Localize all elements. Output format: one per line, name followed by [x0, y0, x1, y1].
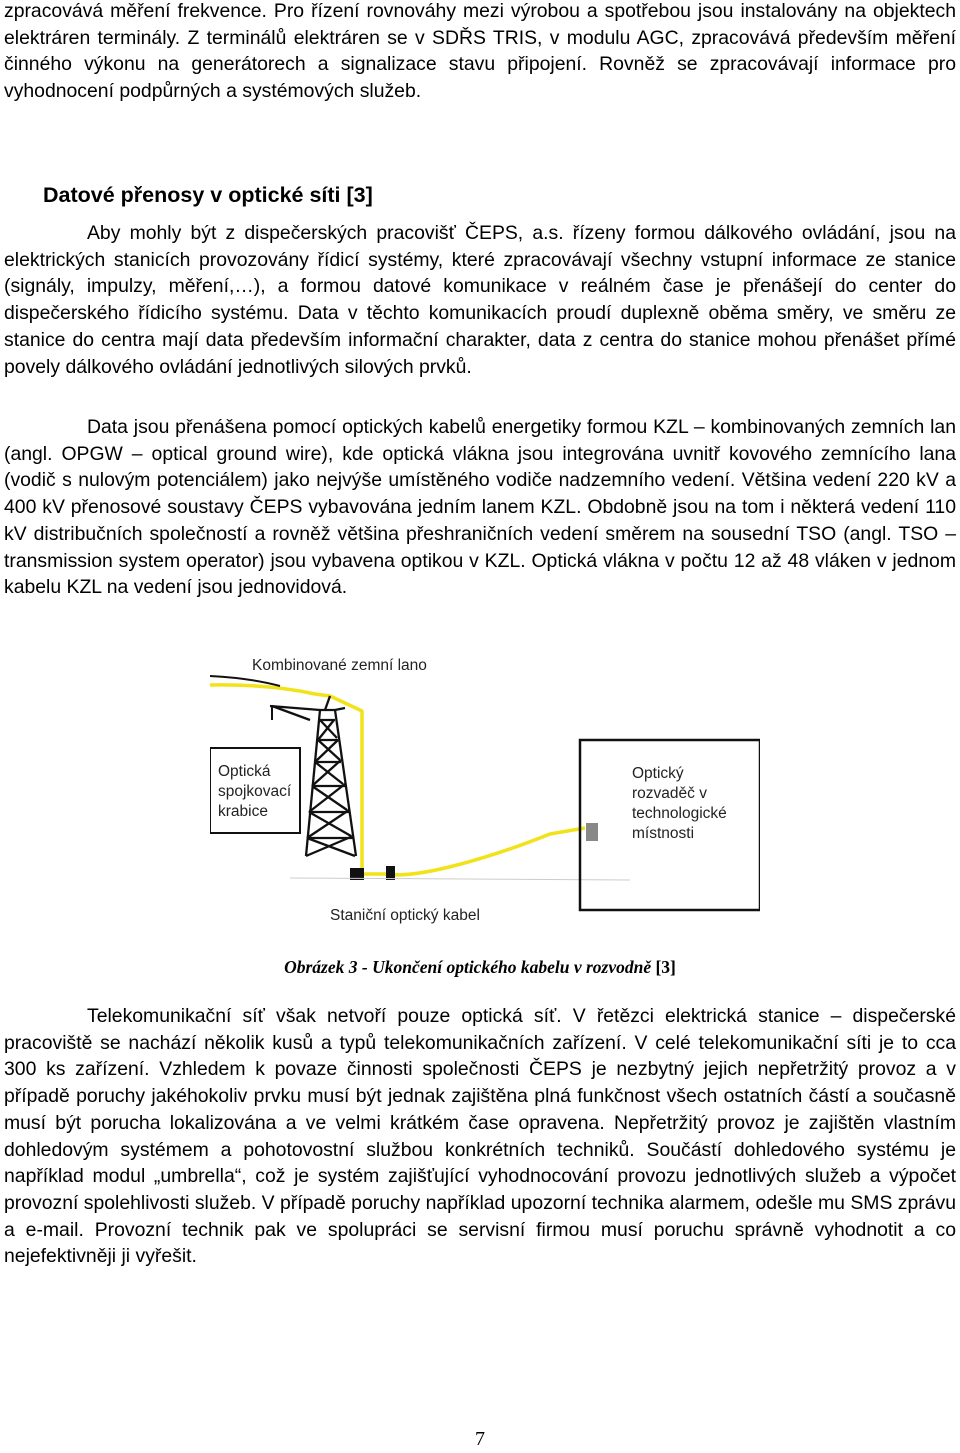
figure-label-right-4: místnosti: [632, 825, 695, 842]
caption-reference: [3]: [651, 957, 676, 977]
paragraph-intro: zpracovává měření frekvence. Pro řízení rovnováhy mezi výrobou a spotřebou jsou instalovány na objektech elektráren terminály. Z terminálů elektráren se v SDŘS TRIS, v modulu AGC, zpracovává především měření činného výkonu na generátorech a signalizace stavu připojení. Rovněž se zpracovávají informace pro vyhodnocení podpůrných a systémových služeb.: [4, 0, 956, 103]
optical-distributor-icon: [586, 823, 598, 841]
figure-label-left-3: krabice: [218, 803, 268, 820]
paragraph-opgw: Data jsou přenášena pomocí optických kabelů energetiky formou KZL – kombinovaných zemních lan (angl. OPGW – optical ground wire), kde optická vlákna jsou integrována uvnitř kovového zemnícího lana (vodič s nulovým potenciálem) jako nejvýše umístěného vodiče nadzemního vedení. Většina vedení 220 kV a 400 kV přenosové soustavy ČEPS vybavována jedním lanem KZL. Obdobně jsou na tom i některá vedení 110 kV distribučních společností a rovněž většina přeshraničních vedení směrem na sousední TSO (angl. TSO – transmission system operator) jsou vybavena optikou v KZL. Optická vlákna v počtu 12 až 48 vláken v jednom kabelu KZL na vedení jsou jednovidová.: [4, 416, 956, 599]
figure-cable-termination: [210, 648, 760, 938]
figure-label-right-1: Optický: [632, 765, 684, 782]
figure-label-left-1: Optická: [218, 763, 271, 780]
figure-label-bottom: Staniční optický kabel: [330, 907, 480, 924]
paragraph-network: Telekomunikační síť však netvoří pouze optická síť. V řetězci elektrická stanice – dispečerské pracoviště se nachází několik kusů a typů telekomunikačních zařízení. V celé telekomunikační síti je to cca 300 ks zařízení. Vzhledem k povaze činnosti společnosti ČEPS je nezbytný jejich nepřetržitý provoz a v případě poruchy jakéhokoliv prvku musí být jednak zajištěna plná funkčnost všech ostatních částí a současně musí být porucha lokalizována a ve velmi krátkém čase opravena. Nepřetržitý provoz je zajištěn vlastním dohledovým systémem a pohotovostní službou konkrétních techniků. Součástí dohledového systému je například modul „umbrella“, což je systém zajišťující vyhodnocování provozu jednotlivých služeb a výpočet provozní spolehlivosti služeb. V případě poruchy například upozorní technika alarmem, odešle mu SMS zprávu a e-mail. Provozní technik pak ve spolupráci se servisní firmou musí poruchu správně vyhodnotit a co nejefektivněji ji vyřešit.: [4, 1005, 956, 1268]
section-heading: Datové přenosy v optické síti [3]: [43, 183, 373, 207]
figure-label-top: Kombinované zemní lano: [252, 657, 427, 674]
figure-label-right-3: technologické: [632, 805, 727, 822]
figure-label-left-2: spojkovací: [218, 783, 292, 800]
caption-text: Obrázek 3 - Ukončení optického kabelu v rozvodně: [284, 957, 652, 977]
figure-label-right-2: rozvaděč v: [632, 785, 707, 802]
paragraph-dispatch: Aby mohly být z dispečerských pracovišť ČEPS, a.s. řízeny formou dálkového ovládání, jsou na elektrických stanicích provozovány řídicí systémy, které zpracovávají všechny vstupní informace ze stanice (signály, impulzy, měření,…), a formou datové komunikace v reálném čase je přenášejí do center do dispečerského řídicího systému. Data v těchto komunikacích proudí duplexně oběma směry, ve směru ze stanice do centra mají data především informační charakter, data z centra do stanice mohou přenášet přímé povely dálkového ovládání jednotlivých silových prvků.: [4, 222, 956, 378]
page-number: 7: [475, 1428, 485, 1450]
figure-caption: [0, 957, 960, 978]
